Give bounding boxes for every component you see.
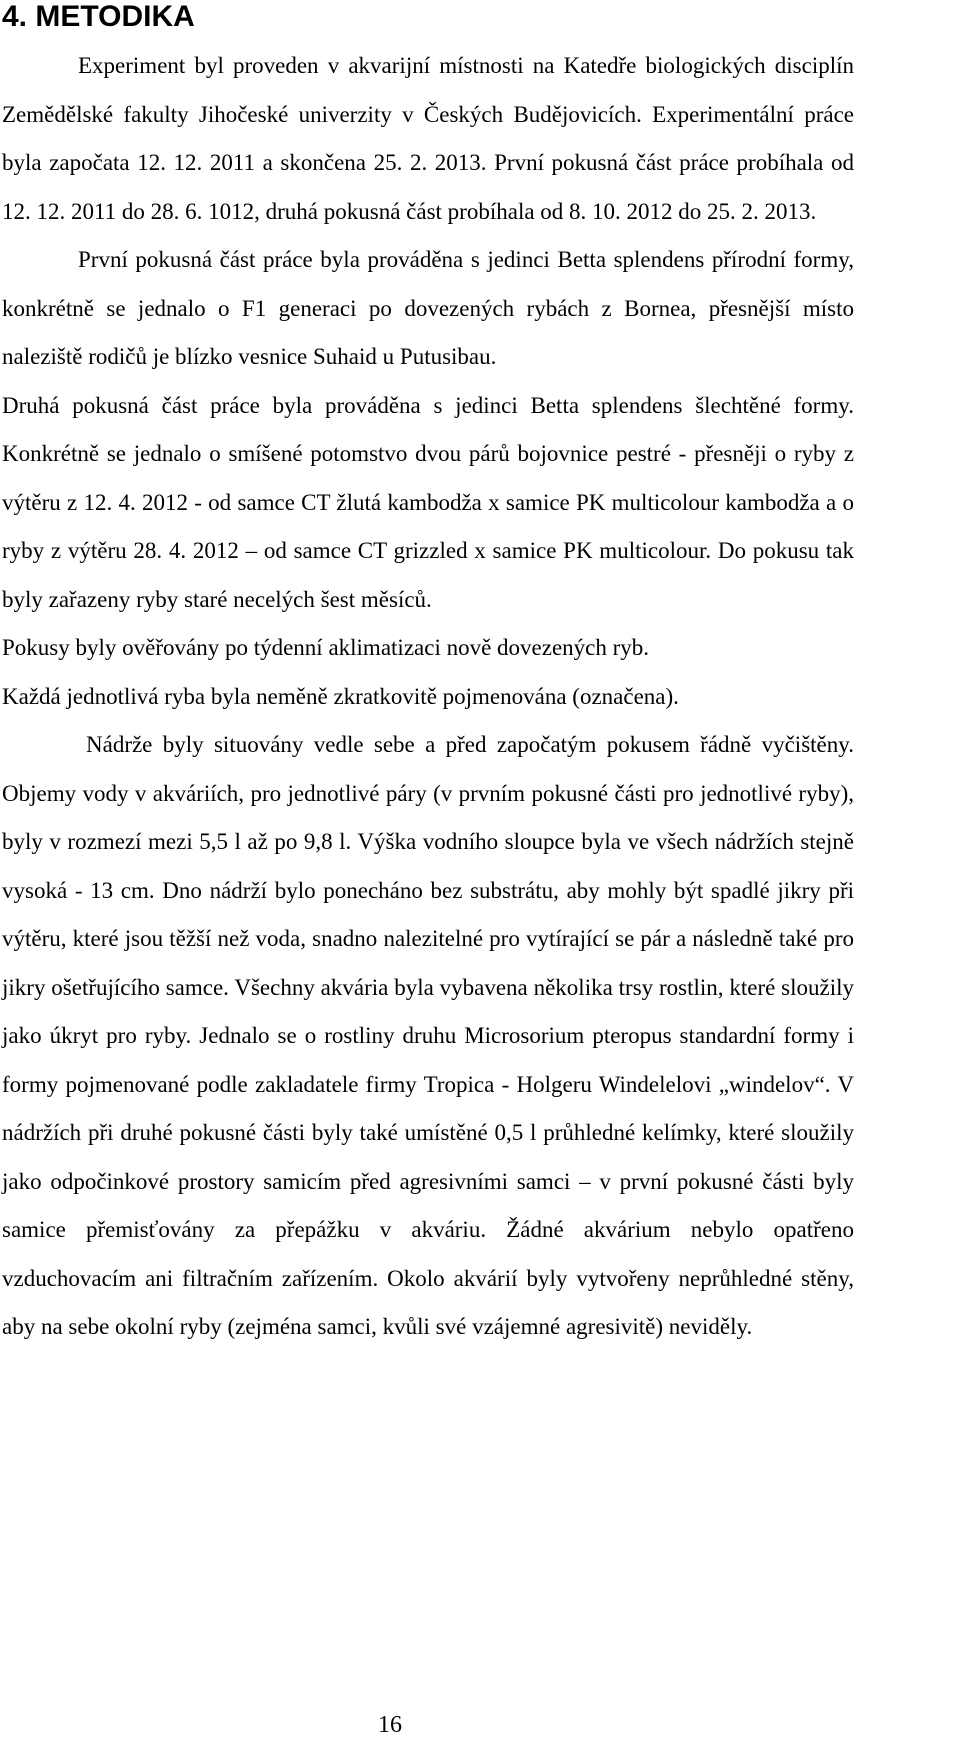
paragraph-tanks: Nádrže byly situovány vedle sebe a před započatým pokusem řádně vyčištěny. Objemy vody v akváriích, pro jednotlivé páry (v prvním pokusné části pro jednotlivé ryby), byly v rozmezí mezi 5,5 l až po 9,8 l. Výška vodního sloupce byla ve všech nádržích stejně vysoká - 13 cm. Dno nádrží bylo ponecháno bez substrátu, aby mohly být spadlé jikry při výtěru, které jsou těžší než voda, snadno nalezitelné pro vytírající se pár a následně také pro jikry ošetřujícího samce. Všechny akvária byla vybavena několika trsy rostlin, které sloužily jako úkryt pro ryby. Jednalo se o rostliny druhu Microsorium pteropus standardní formy i formy pojmenované podle zakladatele firmy Tropica - Holgeru Windelelovi „windelov“. V nádržích při druhé pokusné části byly také umístěné 0,5 l průhledné kelímky, které sloužily jako odpočinkové prostory samicím před agresivními samci – v první pokusné části byly samice přemisťovány za přepážku v akváriu. Žádné akvárium nebylo opatřeno vzduchovacím ani filtračním zařízením. Okolo akvárií byly vytvořeny neprůhledné stěny, aby na sebe okolní ryby (zejména samci, kvůli své vzájemné agresivitě) neviděly. <box>2 732 854 1339</box>
paragraph-acclimatization: Pokusy byly ověřovány po týdenní aklimatizaci nově dovezených ryb. <box>2 635 650 660</box>
section-heading: 4. METODIKA <box>2 0 195 33</box>
paragraph-experiment-location: Experiment byl proveden v akvarijní místnosti na Katedře biologických disciplín Zemědělské fakulty Jihočeské univerzity v Českých Budějovicích. Experimentální práce byla započata 12. 12. 2011 a skončena 25. 2. 2013. První pokusná část práce probíhala od 12. 12. 2011 do 28. 6. 1012, druhá pokusná část probíhala od 8. 10. 2012 do 25. 2. 2013. <box>2 53 854 224</box>
body-text <box>2 42 854 1352</box>
page-number: 16 <box>378 1712 402 1738</box>
paragraph-second-part: Druhá pokusná část práce byla prováděna s jedinci Betta splendens šlechtěné formy. Konkrétně se jednalo o smíšené potomstvo dvou párů bojovnice pestré - přesněji o ryby z výtěru z 12. 4. 2012 - od samce CT žlutá kambodža x samice PK multicolour kambodža a o ryby z výtěru 28. 4. 2012 – od samce CT grizzled x samice PK multicolour. Do pokusu tak byly zařazeny ryby staré necelých šest měsíců. <box>2 392 854 612</box>
paragraph-fish-naming: Každá jednotlivá ryba byla neměně zkratkovitě pojmenována (označena). <box>2 683 679 709</box>
paragraph-first-part: První pokusná část práce byla prováděna s jedinci Betta splendens přírodní formy, konkrétně se jednalo o F1 generaci po dovezených rybách z Bornea, přesnější místo naleziště rodičů je blízko vesnice Suhaid u Putusibau. <box>2 247 854 369</box>
